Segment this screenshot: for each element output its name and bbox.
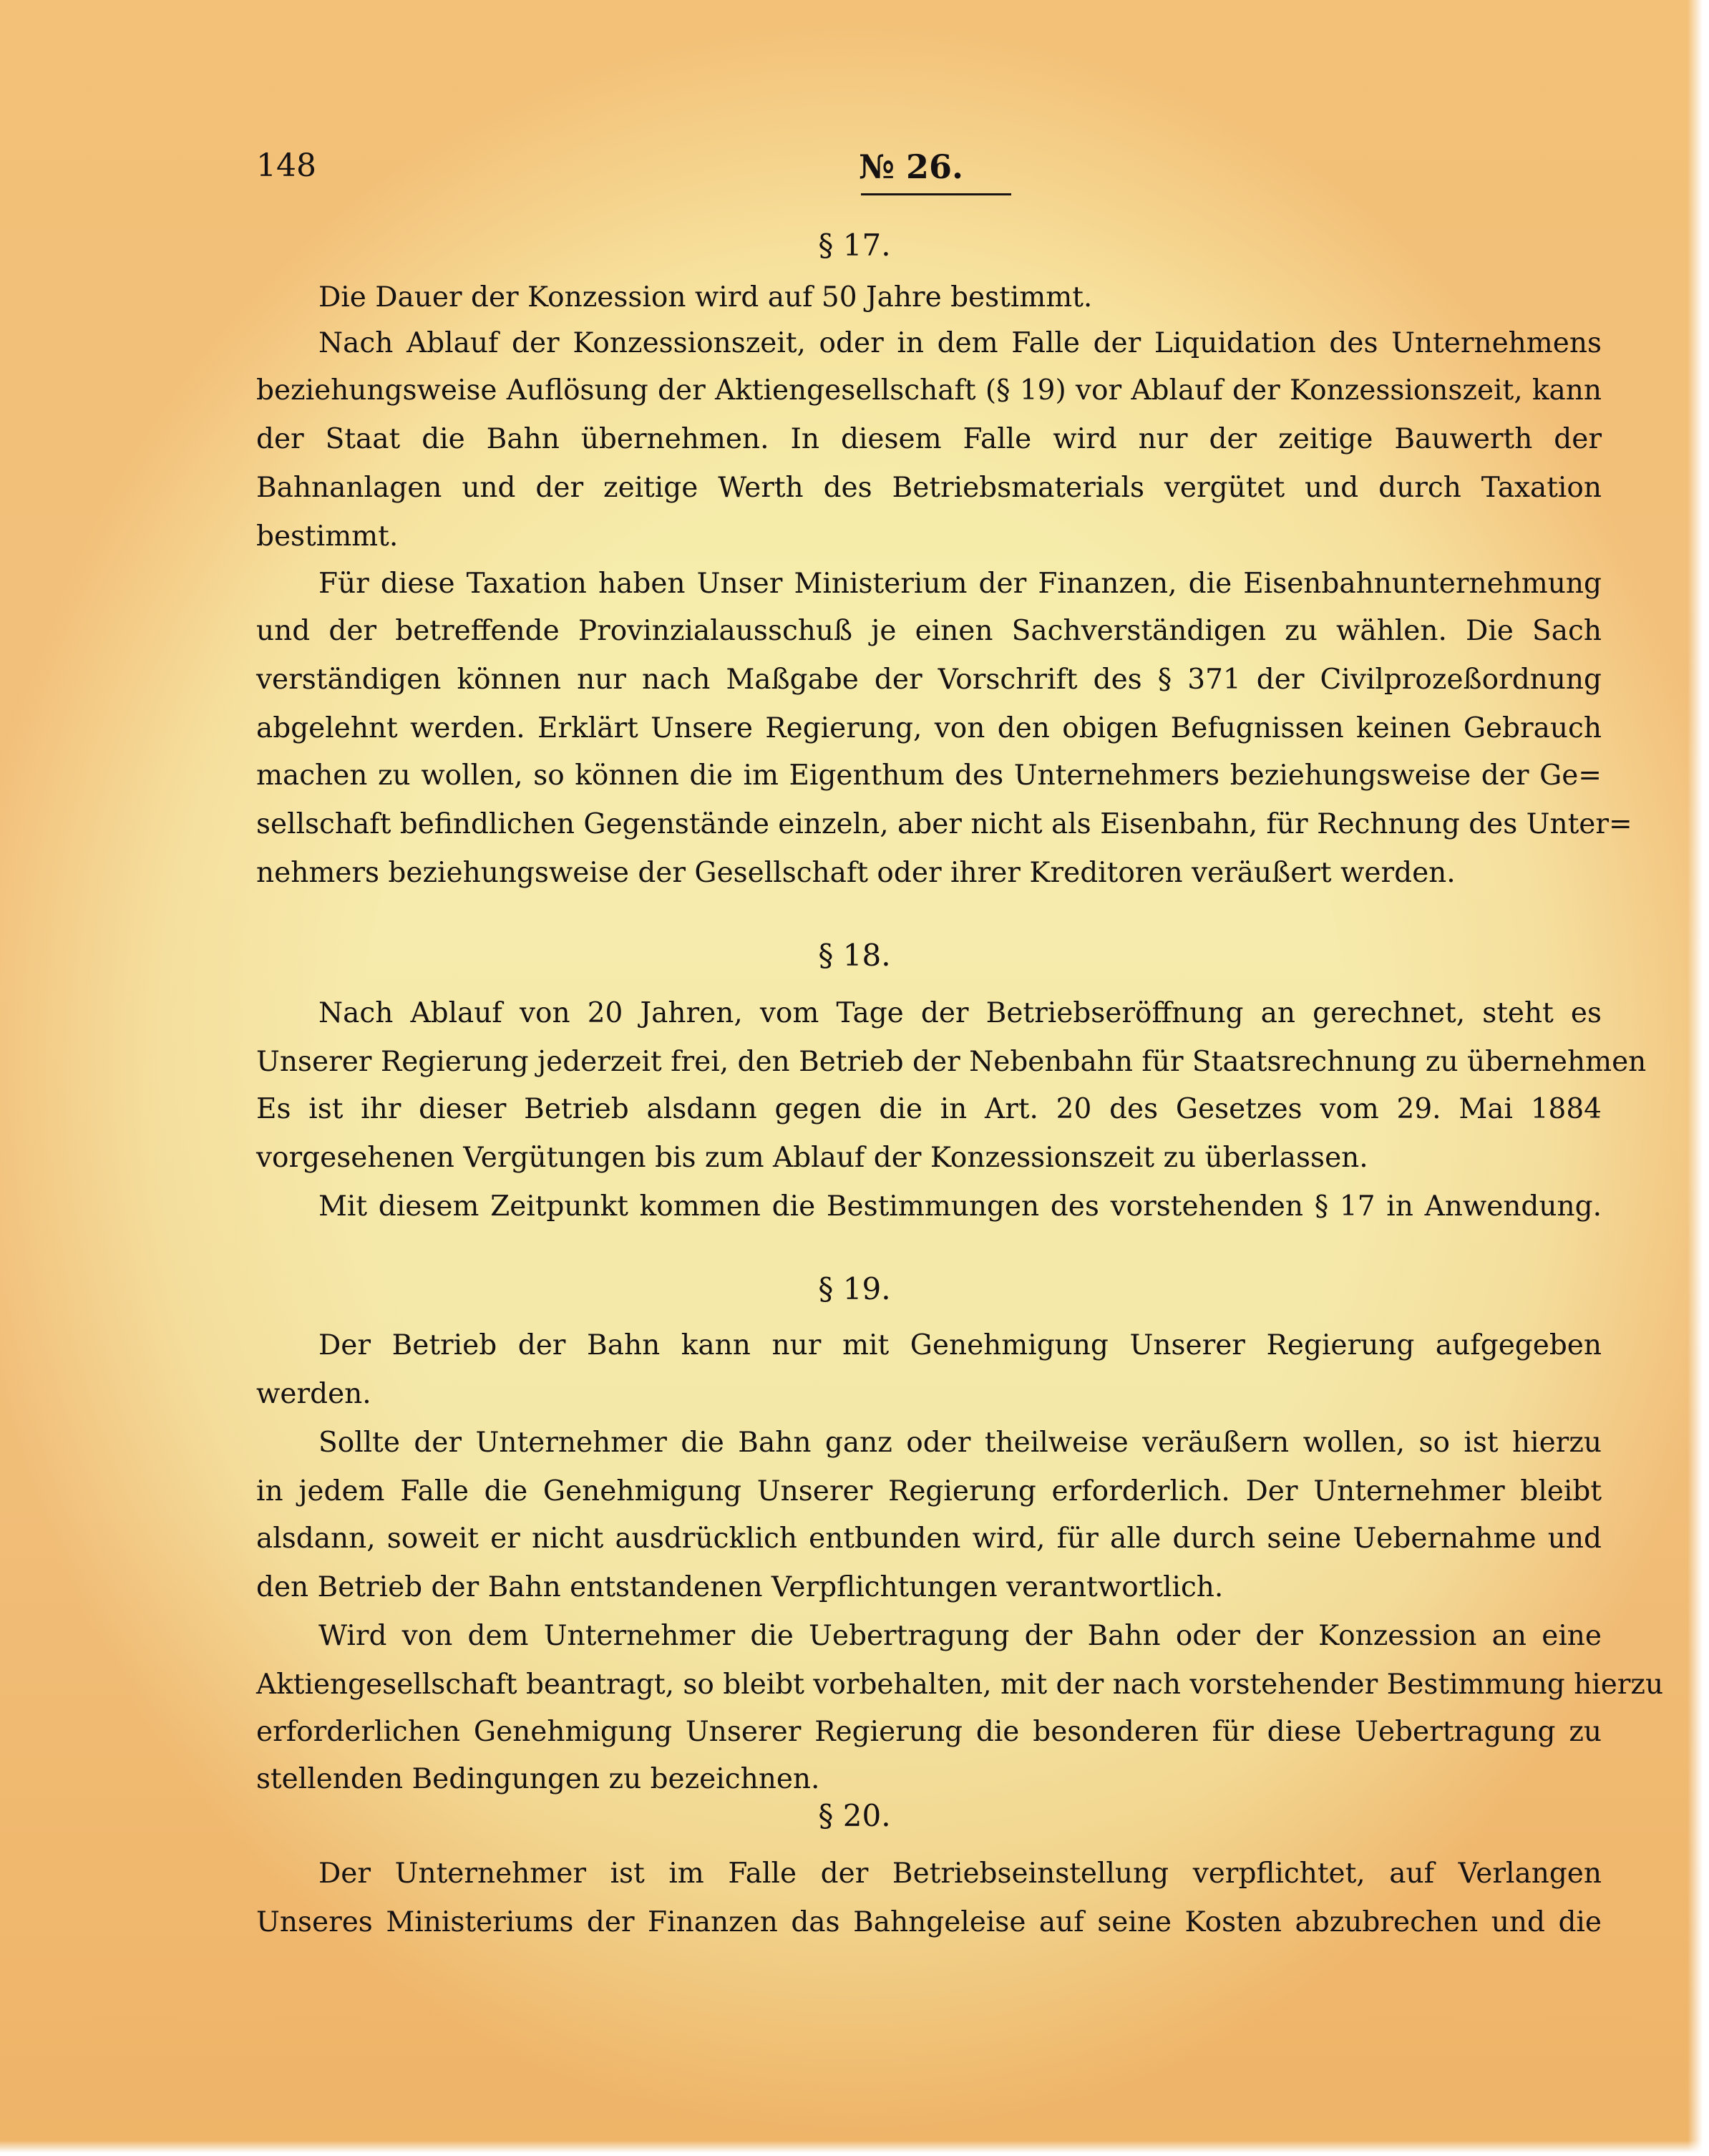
text-line: Der Betrieb der Bahn kann nur mit Genehmigung Unserer Regierung aufgegeben — [318, 1329, 1602, 1361]
text-line: Unseres Ministeriums der Finanzen das Bahngeleise auf seine Kosten abzubrechen und die — [256, 1906, 1602, 1938]
text-line: Nach Ablauf von 20 Jahren, vom Tage der Betriebseröffnung an gerechnet, steht es — [318, 997, 1602, 1029]
text-line: der Staat die Bahn übernehmen. In diesem Falle wird nur der zeitige Bauwerth der — [256, 423, 1602, 455]
text-line: nehmers beziehungsweise der Gesellschaft oder ihrer Kreditoren veräußert werden. — [256, 857, 1456, 889]
section-heading-19: § 19. — [818, 1271, 891, 1306]
section-heading-18: § 18. — [818, 938, 891, 973]
text-line: Unserer Regierung jederzeit frei, den Betrieb der Nebenbahn für Staatsrechnung zu übernehmen — [256, 1046, 1647, 1078]
text-line: beziehungsweise Auflösung der Aktiengesellschaft (§ 19) vor Ablauf der Konzessionszeit, kann — [256, 374, 1602, 407]
text-line: sellschaft befindlichen Gegenstände einzeln, aber nicht als Eisenbahn, für Rechnung des Unter= — [256, 808, 1632, 840]
text-line: in jedem Falle die Genehmigung Unserer Regierung erforderlich. Der Unternehmer bleibt — [256, 1475, 1602, 1507]
text-line: Nach Ablauf der Konzessionszeit, oder in dem Falle der Liquidation des Unternehmens — [318, 327, 1602, 359]
document-number: № 26. — [859, 147, 964, 186]
text-line: erforderlichen Genehmigung Unserer Regierung die besonderen für diese Uebertragung zu — [256, 1716, 1602, 1748]
text-line: stellenden Bedingungen zu bezeichnen. — [256, 1763, 820, 1795]
text-line: Sollte der Unternehmer die Bahn ganz oder theilweise veräußern wollen, so ist hierzu — [318, 1427, 1602, 1459]
section-heading-20: § 20. — [818, 1798, 891, 1833]
page-edge-bottom — [0, 2140, 1709, 2156]
text-line: Aktiengesellschaft beantragt, so bleibt vorbehalten, mit der nach vorstehender Bestimmung hierzu — [256, 1669, 1664, 1701]
text-line: machen zu wollen, so können die im Eigenthum des Unternehmers beziehungsweise der Ge= — [256, 759, 1602, 792]
text-line: den Betrieb der Bahn entstandenen Verpflichtungen verantwortlich. — [256, 1571, 1224, 1603]
header-rule — [861, 193, 1011, 195]
text-line: Der Unternehmer ist im Falle der Betriebseinstellung verpflichtet, auf Verlangen — [318, 1858, 1602, 1890]
text-line: Mit diesem Zeitpunkt kommen die Bestimmungen des vorstehenden § 17 in Anwendung. — [318, 1190, 1602, 1223]
text-line: verständigen können nur nach Maßgabe der Vorschrift des § 371 der Civilprozeßordnung — [256, 664, 1602, 696]
section-heading-17: § 17. — [818, 228, 891, 263]
text-line: Für diese Taxation haben Unser Ministerium der Finanzen, die Eisenbahnunternehmung — [318, 568, 1602, 600]
text-line: Es ist ihr dieser Betrieb alsdann gegen die in Art. 20 des Gesetzes vom 29. Mai 1884 — [256, 1093, 1602, 1125]
text-line: alsdann, soweit er nicht ausdrücklich entbunden wird, für alle durch seine Uebernahme und — [256, 1523, 1602, 1555]
text-line: vorgesehenen Vergütungen bis zum Ablauf der Konzessionszeit zu überlassen. — [256, 1142, 1368, 1174]
text-line: werden. — [256, 1378, 371, 1410]
text-line: Die Dauer der Konzession wird auf 50 Jahre bestimmt. — [318, 281, 1093, 314]
text-line: Bahnanlagen und der zeitige Werth des Betriebsmaterials vergütet und durch Taxation — [256, 472, 1602, 504]
page-number: 148 — [256, 147, 316, 184]
text-line: bestimmt. — [256, 520, 399, 553]
text-line: und der betreffende Provinzialausschuß je einen Sachverständigen zu wählen. Die Sach — [256, 615, 1602, 647]
text-line: abgelehnt werden. Erklärt Unsere Regierung, von den obigen Befugnissen keinen Gebrauch — [256, 712, 1602, 744]
text-line: Wird von dem Unternehmer die Uebertragung der Bahn oder der Konzession an eine — [318, 1620, 1602, 1652]
